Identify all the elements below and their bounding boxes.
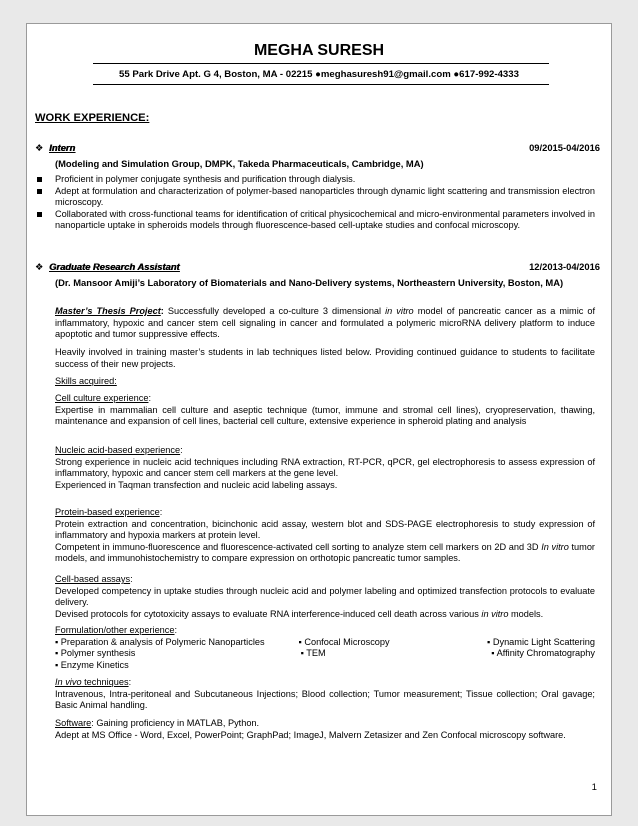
skill-label: Nucleic acid-based experience (55, 445, 181, 455)
role-organization: (Dr. Mansoor Amiji’s Laboratory of Biomaterials and Nano-Delivery systems, Northeastern University, Boston, MA) (55, 277, 564, 288)
contact-line: 55 Park Drive Apt. G 4, Boston, MA - 02215 ●meghasuresh91@gmail.com ●617-992-4333 (119, 69, 519, 80)
skill-label: Cell culture experience (55, 393, 149, 403)
intern-bullet-list (35, 174, 595, 232)
role-dates: 09/2015-04/2016 (529, 142, 600, 153)
square-bullet-icon (37, 189, 42, 194)
page-number: 1 (591, 782, 597, 793)
formulation-row: ▪ Preparation & analysis of Polymeric Nanoparticles ▪ Confocal Microscopy ▪ Dynamic Light Scattering (55, 636, 595, 647)
candidate-name: MEGHA SURESH (253, 42, 385, 59)
formulation-block: Formulation/other experience: ▪ Preparation & analysis of Polymeric Nanoparticles ▪ Confocal Microscopy ▪ Dynamic Light Scattering ▪ Polymer synthesis ▪ TEM ▪ Affinity Chromatography ▪ Enzyme Kinetics (55, 625, 595, 670)
list-item: Adept at formulation and characterization of polymer-based nanoparticles through dynamic light scattering and transmission electron microscopy. (35, 186, 595, 209)
list-item: Collaborated with cross-functional teams for identification of critical physicochemical and micro-environmental parameters involved in nanoparticle uptake in spheroids models through fluorescence-based cell-uptake studies and confocal microscopy. (35, 209, 595, 232)
formulation-row: ▪ Polymer synthesis ▪ TEM ▪ Affinity Chromatography (55, 648, 595, 659)
header-rule-top (93, 63, 549, 64)
role-title: Intern (49, 142, 76, 153)
skill-label: Protein-based experience (55, 507, 160, 517)
section-title-work-experience: WORK EXPERIENCE: (35, 112, 150, 124)
software-block: Software: Gaining proficiency in MATLAB, Python. Adept at MS Office - Word, Excel, PowerPoint; GraphPad; ImageJ, Malvern Zetasizer and Zen Confocal microscopy software. (55, 718, 566, 740)
skill-label: Cell-based assays (55, 574, 131, 584)
diamond-bullet-icon: ❖ (35, 142, 44, 153)
in-vivo-block: In vivo techniques: Intravenous, Intra-peritoneal and Subcutaneous Injections; Blood collection; Tumor measurement; Tissue collection; Oral gavage; Basic Animal handling. (55, 677, 595, 711)
header-rule-bottom (93, 84, 549, 85)
resume-page (26, 23, 612, 816)
cell-assays-block: Cell-based assays: Developed competency in uptake studies through nucleic acid and polymer labeling and optimized transfection protocols to evaluate delivery. Devised protocols for cytotoxicity assays to evaluate RNA interference-induced cell death across various in vitro models. (55, 574, 595, 619)
role-title: Graduate Research Assistant (49, 261, 180, 272)
nucleic-acid-block: Nucleic acid-based experience: Strong experience in nucleic acid techniques including RNA extraction, RT-PCR, qPCR, gel electrophoresis to assess expression of inflammatory, hypoxic and cancer stem cell markers at the gene level. Experienced in Taqman transfection and nucleic acid labeling assays. (55, 445, 595, 490)
diamond-bullet-icon: ❖ (35, 261, 44, 272)
role-intern (35, 142, 600, 154)
thesis-label: Master’s Thesis Project (55, 306, 161, 316)
formulation-row: ▪ Enzyme Kinetics (55, 659, 129, 670)
role-dates: 12/2013-04/2016 (529, 261, 600, 272)
skill-label: Software (55, 718, 92, 728)
role-organization: (Modeling and Simulation Group, DMPK, Takeda Pharmaceuticals, Cambridge, MA) (55, 158, 424, 169)
skills-heading: Skills acquired: (55, 376, 117, 386)
thesis-paragraph: Master’s Thesis Project: Successfully developed a co-culture 3 dimensional in vitro model of pancreatic cancer as a mimic of inflammatory, hypoxic and cancer stem cell signaling in cancer and formulated a polymeric microRNA delivery platform to induce apoptotic and tumor suppressive effects. (55, 306, 596, 340)
skill-label: In vivo (55, 677, 82, 687)
square-bullet-icon (37, 177, 42, 182)
list-item: Proficient in polymer conjugate synthesis and purification through dialysis. (35, 174, 595, 186)
protein-block: Protein-based experience: Protein extraction and concentration, bicinchonic acid assay, western blot and SDS-PAGE electrophoresis to study expression of inflammatory and hypoxia markers at protein level. Competent in immuno-fluorescence and fluorescence-activated cell sorting to analyze stem cell markers on 2D and 3D In vitro tumor models, and immunohistochemistry to compare expression on orthotopic pancreatic tumor samples. (55, 507, 595, 564)
training-paragraph: Heavily involved in training master’s students in lab techniques listed below. Providing continued guidance to students to facilitate success of their new projects. (55, 347, 595, 369)
role-graduate-research-assistant (35, 261, 600, 273)
square-bullet-icon (37, 212, 42, 217)
cell-culture-block: Cell culture experience: Expertise in mammalian cell culture and aseptic technique (tumor, immune and stromal cell lines), cryopreservation, thawing, maintenance and expansion of cell lines, bacterial cell culture, extensive experience in spheroid plating and analysis (55, 393, 595, 427)
skill-label: Formulation/other experience (55, 625, 175, 635)
